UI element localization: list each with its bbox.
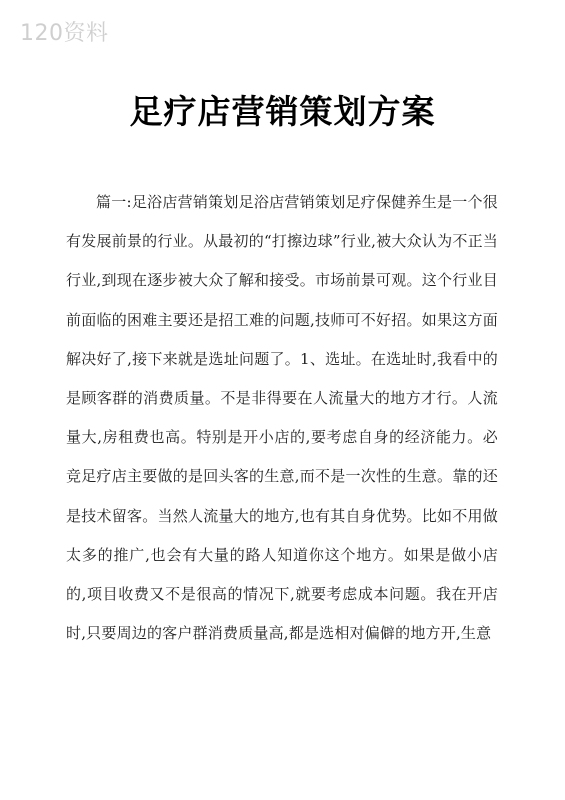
document-title: 足疗店营销策划方案	[129, 92, 436, 131]
watermark: 120资料	[20, 21, 109, 46]
document-body: 篇一:足浴店营销策划足浴店营销策划足疗保健养生是一个很有发展前景的行业。从最初的“打擦边球”行业,被大众认为不正当行业,到现在逐步被大众了解和接受。市场前景可观。这个行业目前面临的困难主要还是招工难的问题,技师可不好招。如果这方面解决好了,接下来就是选址问题了。1、选址。在选址时,我看中的是顾客群的消费质量。不是非得要在人流量大的地方才行。人流量大,房租费也高。特别是开小店的,要考虑自身的经济能力。必竞足疗店主要做的是回头客的生意,而不是一次性的生意。靠的还是技术留客。当然人流量大的地方,也有其自身优势。比如不用做太多的推广,也会有大量的路人知道你这个地方。如果是做小店的,项目收费又不是很高的情况下,就要考虑成本问题。我在开店时,只要周边的客户群消费质量高,都是选相对偏僻的地方开,生意	[66, 193, 498, 643]
